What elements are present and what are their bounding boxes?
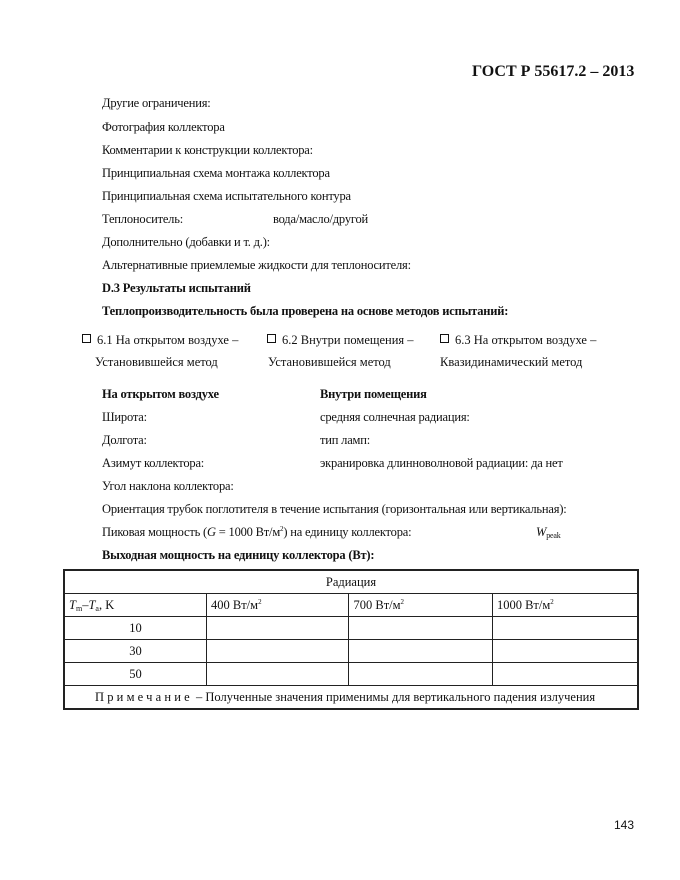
- option-6-3[interactable]: [440, 333, 596, 348]
- dash: –: [82, 597, 89, 612]
- col-400-value: 400 Вт/м: [211, 597, 259, 612]
- indoor-radiation: средняя солнечная радиация:: [320, 410, 470, 424]
- table-cell[interactable]: [207, 663, 349, 686]
- note-text: – Полученные значения применимы для вертикального падения излучения: [192, 689, 596, 704]
- checkbox-icon[interactable]: [440, 334, 449, 343]
- outdoor-latitude: Широта:: [102, 410, 147, 424]
- option-6-3-label: 6.3 На открытом воздухе –: [455, 333, 597, 347]
- ta-sub: a: [95, 603, 99, 613]
- temp-diff-header: [64, 594, 207, 617]
- line-mount-scheme: Принципиальная схема монтажа коллектора: [102, 166, 330, 180]
- row-temp-10: 10: [64, 617, 207, 640]
- table-cell[interactable]: [207, 617, 349, 640]
- table-row: [64, 640, 638, 663]
- indoor-lamp-type: тип ламп:: [320, 433, 371, 447]
- peak-sup: 2: [280, 525, 284, 533]
- col-1000-sup: 2: [550, 597, 554, 606]
- line-additives: Дополнительно (добавки и т. д.):: [102, 235, 270, 249]
- section-title: D.3 Результаты испытаний: [102, 281, 251, 295]
- page-number: 143: [614, 818, 635, 832]
- col-1000-value: 1000 Вт/м: [496, 597, 551, 612]
- line-other-restrictions: Другие ограничения:: [102, 96, 211, 110]
- peak-w: W: [536, 525, 547, 539]
- outdoor-longitude: Долгота:: [102, 433, 147, 447]
- unit-k: , K: [98, 597, 115, 612]
- output-title: Выходная мощность на единицу коллектора (Вт):: [102, 548, 375, 562]
- orientation-line: Ориентация трубок поглотителя в течение испытания (горизонтальная или вертикальная):: [102, 502, 567, 516]
- outdoor-heading: На открытом воздухе: [102, 387, 219, 401]
- indoor-shielding: экранировка длинноволновой радиации: да нет: [320, 456, 563, 470]
- checkbox-icon[interactable]: [267, 334, 276, 343]
- table-cell[interactable]: [492, 663, 638, 686]
- table-note: [64, 686, 638, 710]
- col-header-400: [207, 594, 349, 617]
- peak-w-symbol: [536, 525, 561, 540]
- option-6-2-label: 6.2 Внутри помещения –: [282, 333, 414, 347]
- outdoor-tilt: Угол наклона коллектора:: [102, 479, 234, 493]
- row-temp-30: 30: [64, 640, 207, 663]
- table-cell[interactable]: [207, 640, 349, 663]
- table-row: [64, 663, 638, 686]
- peak-w-sub: peak: [546, 531, 561, 540]
- radiation-header: Радиация: [64, 570, 638, 594]
- table-cell[interactable]: [349, 640, 492, 663]
- line-heat-carrier-label: Теплоноситель:: [102, 212, 183, 226]
- peak-g-symbol: G: [207, 525, 216, 539]
- table-cell[interactable]: [349, 663, 492, 686]
- option-6-1-method: Установившейся метод: [95, 355, 218, 369]
- col-700-value: 700 Вт/м: [353, 597, 401, 612]
- col-400-sup: 2: [258, 597, 262, 606]
- line-photo: Фотография коллектора: [102, 120, 225, 134]
- tm-symbol: T: [69, 597, 76, 612]
- table-cell[interactable]: [492, 640, 638, 663]
- peak-eq: = 1000 Вт/м: [215, 525, 281, 539]
- output-table: [63, 569, 639, 710]
- peak-prefix: Пиковая мощность (: [102, 525, 207, 539]
- tm-sub: m: [75, 603, 83, 613]
- indoor-heading: Внутри помещения: [320, 387, 427, 401]
- col-header-1000: [492, 594, 638, 617]
- line-heat-carrier-value: вода/масло/другой: [273, 212, 369, 226]
- peak-suffix: ) на единицу коллектора:: [283, 525, 412, 539]
- option-6-2[interactable]: [267, 333, 414, 348]
- ta-symbol: T: [88, 597, 96, 612]
- option-6-1[interactable]: [82, 333, 238, 348]
- table-cell[interactable]: [492, 617, 638, 640]
- col-header-700: [349, 594, 492, 617]
- option-6-3-method: Квазидинамический метод: [440, 355, 583, 369]
- checkbox-icon[interactable]: [82, 334, 91, 343]
- table-row: [64, 617, 638, 640]
- row-temp-50: 50: [64, 663, 207, 686]
- option-6-1-label: 6.1 На открытом воздухе –: [97, 333, 239, 347]
- note-prefix: Примечание: [95, 689, 193, 704]
- table-cell[interactable]: [349, 617, 492, 640]
- line-test-circuit: Принципиальная схема испытательного контура: [102, 189, 351, 203]
- col-700-sup: 2: [400, 597, 405, 606]
- line-alt-liquids: Альтернативные приемлемые жидкости для теплоносителя:: [102, 258, 411, 272]
- document-header: ГОСТ Р 55617.2 – 2013: [472, 63, 635, 80]
- line-comments: Комментарии к конструкции коллектора:: [102, 143, 313, 157]
- peak-power-line: [102, 525, 411, 540]
- section-subtitle: Теплопроизводительность была проверена на основе методов испытаний:: [102, 304, 509, 318]
- option-6-2-method: Установившейся метод: [268, 355, 391, 369]
- outdoor-azimuth: Азимут коллектора:: [102, 456, 205, 470]
